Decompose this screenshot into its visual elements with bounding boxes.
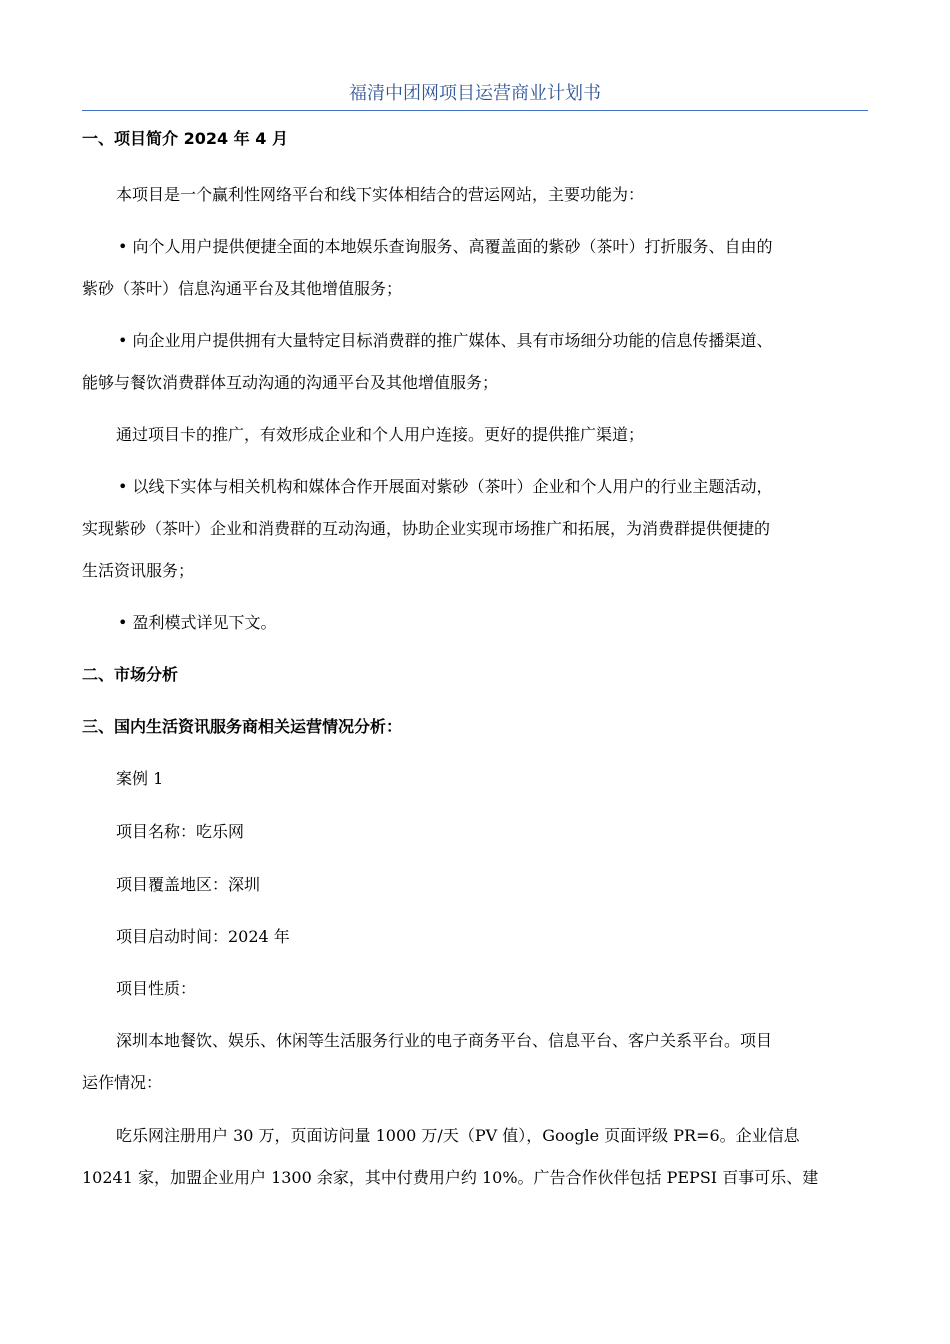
bullet-item: • 以线下实体与相关机构和媒体合作开展面对紫砂（茶叶）企业和个人用户的行业主题活动， — [118, 477, 773, 496]
paragraph: 本项目是一个赢利性网络平台和线下实体相结合的营运网站，主要功能为： — [116, 185, 645, 204]
section-heading-1: 一、项目简介 2024 年 4 月 — [82, 129, 288, 148]
section-heading-3: 三、国内生活资讯服务商相关运营情况分析： — [82, 717, 403, 736]
document-title: 福清中团网项目运营商业计划书 — [82, 82, 868, 111]
project-nature-label: 项目性质： — [116, 979, 197, 998]
section-heading-2: 二、市场分析 — [82, 665, 179, 684]
project-name: 项目名称：吃乐网 — [116, 822, 245, 841]
case-label: 案例 1 — [116, 769, 164, 788]
paragraph-continuation: 10241 家，加盟企业用户 1300 余家，其中付费用户约 10%。广告合作伙伴包括 PEPSI 百事可乐、建 — [82, 1168, 819, 1187]
bullet-continuation: 能够与餐饮消费群体互动沟通的沟通平台及其他增值服务； — [82, 373, 499, 392]
paragraph-continuation: 运作情况： — [82, 1073, 163, 1092]
paragraph: 深圳本地餐饮、娱乐、休闲等生活服务行业的电子商务平台、信息平台、客户关系平台。项目 — [116, 1031, 773, 1050]
paragraph: 吃乐网注册用户 30 万，页面访问量 1000 万/天（PV 值），Google 页面评级 PR=6。企业信息 — [116, 1126, 800, 1145]
bullet-item: • 向个人用户提供便捷全面的本地娱乐查询服务、高覆盖面的紫砂（茶叶）打折服务、自由的 — [118, 237, 773, 256]
project-region: 项目覆盖地区：深圳 — [116, 875, 261, 894]
bullet-continuation: 生活资讯服务； — [82, 561, 195, 580]
paragraph: 通过项目卡的推广，有效形成企业和个人用户连接。更好的提供推广渠道； — [116, 425, 645, 444]
bullet-continuation: 紫砂（茶叶）信息沟通平台及其他增值服务； — [82, 279, 403, 298]
project-start-time: 项目启动时间：2024 年 — [116, 927, 290, 946]
bullet-item: • 盈利模式详见下文。 — [118, 613, 277, 632]
bullet-item: • 向企业用户提供拥有大量特定目标消费群的推广媒体、具有市场细分功能的信息传播渠道、 — [118, 331, 773, 350]
bullet-continuation: 实现紫砂（茶叶）企业和消费群的互动沟通，协助企业实现市场推广和拓展，为消费群提供便捷的 — [82, 519, 771, 538]
